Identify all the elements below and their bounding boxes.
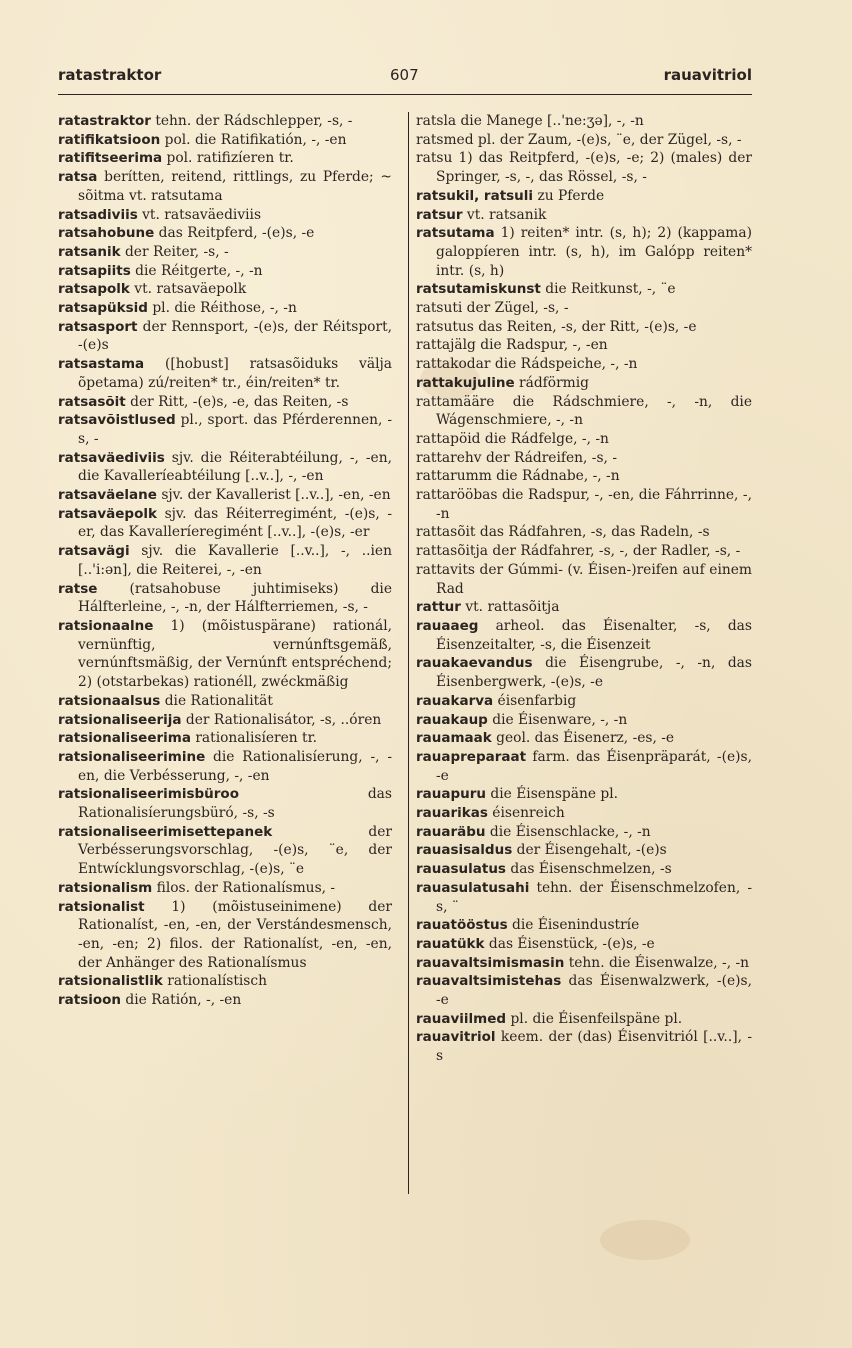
headword: rauaviilmed: [416, 1010, 507, 1027]
headword: rauavitriol: [416, 1029, 496, 1046]
entry-text: die Éisenindustríe: [507, 917, 640, 934]
dictionary-entry: [58, 299, 392, 318]
entry-text: vt. rattasõitja: [460, 599, 560, 616]
dictionary-entry: [416, 112, 752, 131]
dictionary-entry: [416, 916, 752, 935]
headword: ratsionaalne: [58, 617, 154, 634]
dictionary-entry: [58, 505, 392, 542]
dictionary-entry: [416, 449, 752, 468]
dictionary-entry: [416, 954, 752, 973]
entry-text: tehn. der Éisenschmelzofen, -s, ¨: [436, 879, 752, 915]
headword: ratsionaliseerimisbüroo: [58, 786, 239, 803]
dictionary-entry: [416, 149, 752, 186]
dictionary-entry: [416, 393, 752, 430]
dictionary-entry: [416, 561, 752, 598]
entry-text: rattakodar die Rádspeiche, -, -n: [416, 356, 638, 373]
page-number: 607: [390, 66, 419, 84]
entry-text: die Éisenspäne pl.: [486, 786, 619, 803]
entry-text: 1) (mõistuseinimene) der Rationalíst, -en, -en, der Verstándesmensch, -en, -en; 2) filos. der Rationalíst, -en, -en, der Anhänger des Rationalísmus: [78, 898, 392, 971]
dictionary-entry: [416, 224, 752, 280]
dictionary-entry: [416, 523, 752, 542]
headword: rauakarva: [416, 692, 494, 709]
headword: ratsionalism: [58, 879, 153, 896]
entry-text: éisenreich: [487, 805, 565, 822]
headword: ratsa: [58, 169, 98, 186]
headword: ratsutama: [416, 225, 495, 242]
headword: ratsionaliseerija: [58, 711, 182, 728]
header-first-word: ratastraktor: [58, 66, 162, 84]
dictionary-entry: [58, 580, 392, 617]
dictionary-entry: [416, 299, 752, 318]
entry-text: rattavits der Gúmmi- (v. Éisen-)reifen auf einem Rad: [416, 561, 752, 597]
entry-text: der Ritt, -(e)s, -e, das Reiten, -s: [125, 393, 349, 410]
dictionary-entry: [416, 1028, 752, 1065]
entry-text: ratsuti der Zügel, -s, -: [416, 300, 569, 317]
entry-text: sjv. die Kavallerie [..v..], -, ..ien [..'i:ən], die Reiterei, -, -en: [78, 543, 392, 578]
entry-text: ([hobust] ratsasõiduks välja õpetama) zú/reiten* tr., éin/reiten* tr.: [78, 356, 392, 391]
headword: ratse: [58, 580, 98, 597]
entry-text: der Rationalisátor, -s, ..óren: [181, 711, 382, 728]
headword: ratsanik: [58, 243, 121, 260]
entry-text: berítten, reitend, rittlings, zu Pferde; ~ sõitma vt. ratsutama: [78, 169, 392, 204]
entry-text: rádförmig: [514, 374, 590, 391]
right-column: [416, 112, 752, 1066]
entry-text: rationalisíeren tr.: [190, 730, 318, 747]
entry-text: die Éisenware, -, -n: [487, 711, 628, 728]
headword: ratsaväepolk: [58, 505, 157, 522]
dictionary-entry: [416, 318, 752, 337]
entry-text: farm. das Éisenpräparát, -(e)s, -e: [436, 748, 752, 784]
headword: rauatükk: [416, 935, 485, 952]
entry-text: pl., sport. das Pférderennen, -s, -: [78, 412, 392, 447]
entry-text: keem. der (das) Éisenvitriól [..v..], -s: [436, 1029, 752, 1065]
dictionary-entry: [416, 280, 752, 299]
entry-text: ratsmed pl. der Zaum, -(e)s, ¨e, der Zügel, -s, -: [416, 131, 742, 148]
headword: rauaaeg: [416, 617, 479, 634]
headword: rauavaltsimistehas: [416, 973, 562, 990]
dictionary-entry: [416, 692, 752, 711]
entry-text: das Éisenschmelzen, -s: [505, 861, 672, 878]
dictionary-entry: [416, 1010, 752, 1029]
entry-text: pol. ratifizíeren tr.: [162, 150, 294, 167]
entry-text: rattapöid die Rádfelge, -, -n: [416, 430, 609, 447]
headword: ratsionaliseerimisettepanek: [58, 823, 273, 840]
entry-text: rattarehv der Rádreifen, -s, -: [416, 449, 617, 466]
left-column: [58, 112, 392, 1010]
headword: ratsapiits: [58, 262, 131, 279]
dictionary-entry: [58, 898, 392, 973]
dictionary-entry: [58, 262, 392, 281]
dictionary-entry: [416, 841, 752, 860]
dictionary-entry: [58, 617, 392, 692]
entry-text: das Rationalisíerungsbüró, -s, -s: [78, 786, 392, 822]
headword: rauapreparaat: [416, 748, 527, 765]
entry-text: sjv. das Réiterregimént, -(e)s, -er, das Kavalleríeregimént [..v..], -(e)s, -er: [78, 505, 392, 541]
dictionary-entry: [416, 336, 752, 355]
dictionary-entry: [416, 355, 752, 374]
dictionary-entry: [58, 318, 392, 355]
entry-text: der Reiter, -s, -: [120, 243, 229, 260]
dictionary-entry: [58, 748, 392, 785]
headword: rattakujuline: [416, 374, 515, 391]
dictionary-entry: [416, 935, 752, 954]
entry-text: die Rationalität: [160, 692, 273, 709]
headword: ratsionaalsus: [58, 692, 161, 709]
dictionary-entry: [416, 785, 752, 804]
headword: ratsaväelane: [58, 487, 157, 504]
dictionary-entry: [58, 692, 392, 711]
entry-text: rattarööbas die Radspur, -, -en, die Fáhrrinne, -, -n: [416, 487, 752, 522]
dictionary-entry: [58, 729, 392, 748]
entry-text: éisenfarbig: [493, 692, 577, 709]
entry-text: geol. das Éisenerz, -es, -e: [491, 730, 675, 747]
headword: ratsasõit: [58, 393, 126, 410]
entry-text: der Verbésserungsvorschlag, -(e)s, ¨e, der Entwícklungsvorschlag, -(e)s, ¨e: [78, 823, 392, 878]
dictionary-entry: [58, 711, 392, 730]
headword: rauasulatusahi: [416, 879, 530, 896]
headword: rauavaltsimismasin: [416, 954, 565, 971]
dictionary-entry: [416, 711, 752, 730]
headword: ratsavägi: [58, 543, 130, 560]
headword: rauamaak: [416, 730, 492, 747]
headword: rauakaup: [416, 711, 488, 728]
entry-text: vt. ratsaväepolk: [129, 281, 247, 298]
dictionary-entry: [58, 991, 392, 1010]
entry-text: die Réitgerte, -, -n: [130, 262, 263, 279]
dictionary-entry: [58, 823, 392, 879]
dictionary-entry: [416, 187, 752, 206]
dictionary-entry: [58, 112, 392, 131]
headword: ratsastama: [58, 356, 145, 373]
dictionary-entry: [58, 393, 392, 412]
headword: rauaräbu: [416, 823, 486, 840]
entry-text: die Rationalisíerung, -, -en, die Verbésserung, -, -en: [78, 748, 392, 784]
entry-text: das Reitpferd, -(e)s, -e: [154, 225, 315, 242]
headword: rauapuru: [416, 786, 487, 803]
headword: rauasulatus: [416, 861, 506, 878]
entry-text: rattasõit das Rádfahren, -s, das Radeln, -s: [416, 524, 710, 541]
dictionary-entry: [416, 748, 752, 785]
entry-text: die Éisengrube, -, -n, das Éisenbergwerk, -(e)s, -e: [436, 655, 752, 691]
entry-text: rattarumm die Rádnabe, -, -n: [416, 468, 620, 485]
dictionary-entry: [416, 542, 752, 561]
headword: ratsionaliseerimine: [58, 748, 206, 765]
dictionary-entry: [416, 598, 752, 617]
dictionary-entry: [58, 243, 392, 262]
dictionary-entry: [58, 149, 392, 168]
entry-text: 1) reiten* intr. (s, h); 2) (kappama) galoppíeren intr. (s, h), im Galópp reiten* intr. (s, h): [436, 225, 752, 279]
entry-text: die Ratión, -, -en: [121, 992, 242, 1009]
dictionary-entry: [58, 972, 392, 991]
headword: ratsasport: [58, 318, 138, 335]
entry-text: rattamääre die Rádschmiere, -, -n, die Wágenschmiere, -, -n: [416, 393, 752, 429]
dictionary-entry: [416, 430, 752, 449]
headword: ratsavõistlused: [58, 412, 176, 429]
entry-text: das Éisenwalzwerk, -(e)s, -e: [436, 973, 752, 1009]
entry-text: vt. ratsanik: [462, 206, 547, 223]
headword: ratsionalistlik: [58, 973, 163, 990]
dictionary-entry: [416, 654, 752, 691]
headword: rauatööstus: [416, 917, 508, 934]
entry-text: ratsu 1) das Reitpferd, -(e)s, -e; 2) (males) der Springer, -s, -, das Rössel, -s, -: [416, 150, 752, 186]
dictionary-entry: [416, 879, 752, 916]
dictionary-entry: [58, 542, 392, 579]
dictionary-entry: [416, 206, 752, 225]
headword: ratsioon: [58, 992, 122, 1009]
page-header: [58, 66, 752, 92]
entry-text: das Éisenstück, -(e)s, -e: [484, 935, 655, 952]
headword: ratsionaliseerima: [58, 730, 191, 747]
dictionary-entry: [58, 785, 392, 822]
dictionary-entry: [58, 486, 392, 505]
dictionary-entry: [416, 972, 752, 1009]
headword: ratsutamiskunst: [416, 281, 541, 298]
header-last-word: rauavitriol: [663, 66, 752, 84]
dictionary-entry: [58, 355, 392, 392]
entry-text: ratsla die Manege [..'ne:ʒə], -, -n: [416, 113, 644, 129]
dictionary-entry: [58, 411, 392, 448]
column-divider: [408, 112, 409, 1194]
headword: ratsapüksid: [58, 300, 148, 317]
header-rule: [58, 94, 752, 95]
dictionary-entry: [58, 224, 392, 243]
dictionary-entry: [416, 486, 752, 523]
dictionary-entry: [58, 131, 392, 150]
headword: ratsadiviis: [58, 206, 138, 223]
entry-text: sjv. der Kavallerist [..v..], -en, -en: [156, 487, 391, 504]
entry-text: vt. ratsaväediviis: [137, 206, 262, 223]
entry-text: rationalístisch: [162, 973, 267, 990]
entry-text: pol. die Ratifikatión, -, -en: [160, 131, 347, 148]
entry-text: die Éisenschlacke, -, -n: [485, 823, 651, 840]
dictionary-entry: [58, 280, 392, 299]
dictionary-entry: [416, 729, 752, 748]
entry-text: pl. die Réithose, -, -n: [147, 300, 297, 317]
dictionary-entry: [58, 879, 392, 898]
dictionary-entry: [416, 823, 752, 842]
dictionary-entry: [416, 804, 752, 823]
headword: ratsur: [416, 206, 463, 223]
entry-text: zu Pferde: [533, 187, 605, 204]
entry-text: sjv. die Réiterabtéilung, -, -en, die Kavalleríeabtéilung [..v..], -, -en: [78, 449, 392, 485]
entry-text: tehn. der Rádschlepper, -s, -: [150, 113, 353, 129]
headword: ratifikatsioon: [58, 131, 161, 148]
headword: ratsukil, ratsuli: [416, 187, 534, 204]
headword: ratsaväediviis: [58, 449, 165, 466]
headword: rauarikas: [416, 805, 488, 822]
entry-text: filos. der Rationalísmus, -: [152, 879, 336, 896]
headword: ratastraktor: [58, 113, 151, 129]
dictionary-entry: [58, 168, 392, 205]
entry-text: der Rennsport, -(e)s, der Réitsport, -(e)s: [78, 318, 392, 354]
entry-text: der Éisengehalt, -(e)s: [512, 842, 667, 859]
headword: rauakaevandus: [416, 655, 533, 672]
entry-text: tehn. die Éisenwalze, -, -n: [564, 954, 750, 971]
entry-text: 1) (mõistuspärane) rationál, vernünftig, vernúnftsgemäß, vernúnftsmäßig, der Vernúnft entspréchend; 2) (otstarbekas) rationéll, zwéckmäßig: [78, 617, 392, 691]
dictionary-entry: [58, 206, 392, 225]
dictionary-entry: [416, 467, 752, 486]
headword: ratsionalist: [58, 898, 145, 915]
entry-text: rattajälg die Radspur, -, -en: [416, 337, 608, 354]
entry-text: (ratsahobuse juhtimiseks) die Hálfterleine, -, -n, der Hálfterriemen, -s, -: [78, 580, 392, 616]
entry-text: rattasõitja der Rádfahrer, -s, -, der Radler, -s, -: [416, 543, 741, 560]
dictionary-entry: [416, 374, 752, 393]
paper-stain: [600, 1220, 690, 1260]
entry-text: die Reitkunst, -, ¨e: [540, 281, 676, 298]
dictionary-entry: [58, 449, 392, 486]
entry-text: ratsutus das Reiten, -s, der Ritt, -(e)s, -e: [416, 318, 697, 335]
entry-text: arheol. das Éisenalter, -s, das Éisenzeitalter, -s, die Éisenzeit: [436, 617, 752, 653]
dictionary-entry: [416, 860, 752, 879]
entry-text: pl. die Éisenfeilspäne pl.: [506, 1010, 683, 1027]
headword: rattur: [416, 599, 461, 616]
dictionary-entry: [416, 617, 752, 654]
headword: rauasisaldus: [416, 842, 513, 859]
dictionary-entry: [416, 131, 752, 150]
headword: ratsahobune: [58, 225, 155, 242]
headword: ratsapolk: [58, 281, 130, 298]
headword: ratifitseerima: [58, 150, 163, 167]
